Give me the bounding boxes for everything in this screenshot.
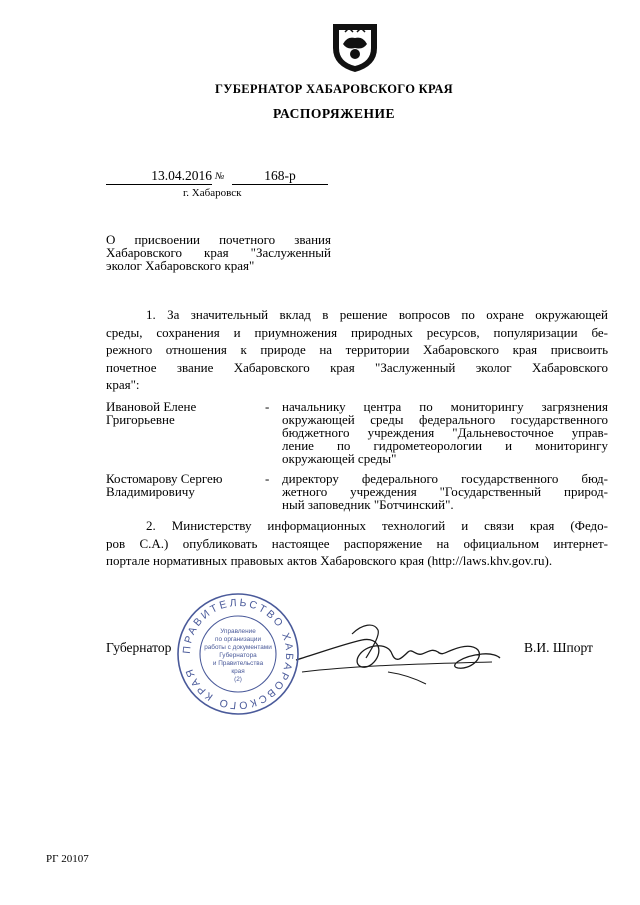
seal-center-line: работы с документами — [204, 644, 272, 651]
seal-center-line: Губернатора — [219, 652, 257, 659]
seal-center-line: по организации — [214, 636, 262, 643]
paragraph-line: 2. Министерству информационных технологий и связи края (Федо- — [146, 518, 608, 533]
signatory-name: В.И. Шпорт — [524, 640, 593, 655]
seal-center-line: (2) — [234, 676, 242, 683]
paragraph-line: 1. За значительный вклад в решение вопросов по охране окружающей — [146, 307, 608, 322]
paragraph-line: среды, сохранения и приумножения природных ресурсов, популяризации бе- — [106, 324, 608, 340]
seal-ring-text: ПРАВИТЕЛЬСТВО ХАБАРОВСКОГО КРАЯ — [180, 596, 296, 712]
coat-of-arms-icon — [331, 18, 379, 74]
seal-center-line: Управление — [220, 628, 256, 635]
description-line: ный заповедник "Ботчинский". — [282, 497, 454, 512]
document-number: 168-р — [232, 168, 328, 185]
seal-center-line: края — [231, 668, 245, 675]
recipient-description — [282, 472, 608, 511]
paragraph-1 — [106, 306, 608, 394]
footer-code: РГ 20107 — [46, 853, 89, 865]
recipient-name-line: Костомарову Сергею — [106, 471, 223, 486]
description-line: жетного учреждения "Государственный природ- — [282, 484, 608, 499]
city-label: г. Хабаровск — [183, 187, 242, 199]
paragraph-line: края": — [106, 377, 140, 392]
description-line: директору федерального государственного бюд- — [282, 471, 608, 486]
document-type-heading: РАСПОРЯЖЕНИЕ — [272, 106, 396, 121]
subject-line: эколог Хабаровского края" — [106, 258, 255, 273]
description-line: окружающей среды федерального государственного — [282, 412, 608, 427]
recipient-name-line: Ивановой Елене — [106, 399, 197, 414]
recipient-name-line: Григорьевне — [106, 412, 175, 427]
description-line: ление по гидрометеорологии и мониторингу — [282, 438, 608, 453]
paragraph-line: почетное звание Хабаровского края "Заслуженный эколог Хабаровского — [106, 359, 608, 375]
seal-center-line: и Правительства — [212, 660, 264, 667]
number-label: № — [215, 171, 225, 182]
handwritten-signature — [292, 614, 502, 688]
recipient-description — [282, 400, 608, 465]
recipient-dash: - — [265, 471, 270, 486]
paragraph-2 — [106, 517, 608, 570]
recipient-dash: - — [265, 399, 270, 414]
paragraph-line: портале нормативных правовых актов Хабаровского края (http://laws.khv.gov.ru). — [106, 553, 553, 568]
document-subject — [106, 233, 331, 272]
signatory-position: Губернатор — [106, 640, 172, 655]
description-line: начальнику центра по мониторингу загрязнения — [282, 399, 608, 414]
official-seal — [176, 592, 300, 716]
subject-line: Хабаровского края "Заслуженный — [106, 245, 331, 260]
document-date: 13.04.2016 — [106, 168, 212, 185]
recipient-name-line: Владимировичу — [106, 484, 195, 499]
description-line: окружающей среды" — [282, 451, 397, 466]
recipient-name — [106, 472, 266, 498]
paragraph-line: режного отношения к природе на территории Хабаровского края присвоить — [106, 342, 608, 357]
issuer-heading: ГУБЕРНАТОР ХАБАРОВСКОГО КРАЯ — [214, 82, 454, 96]
subject-line: О присвоении почетного звания — [106, 232, 331, 247]
description-line: бюджетного учреждения "Дальневосточное управ- — [282, 425, 608, 440]
recipient-name — [106, 400, 266, 426]
paragraph-line: ров С.А.) опубликовать настоящее распоряжение на официальном интернет- — [106, 535, 608, 551]
